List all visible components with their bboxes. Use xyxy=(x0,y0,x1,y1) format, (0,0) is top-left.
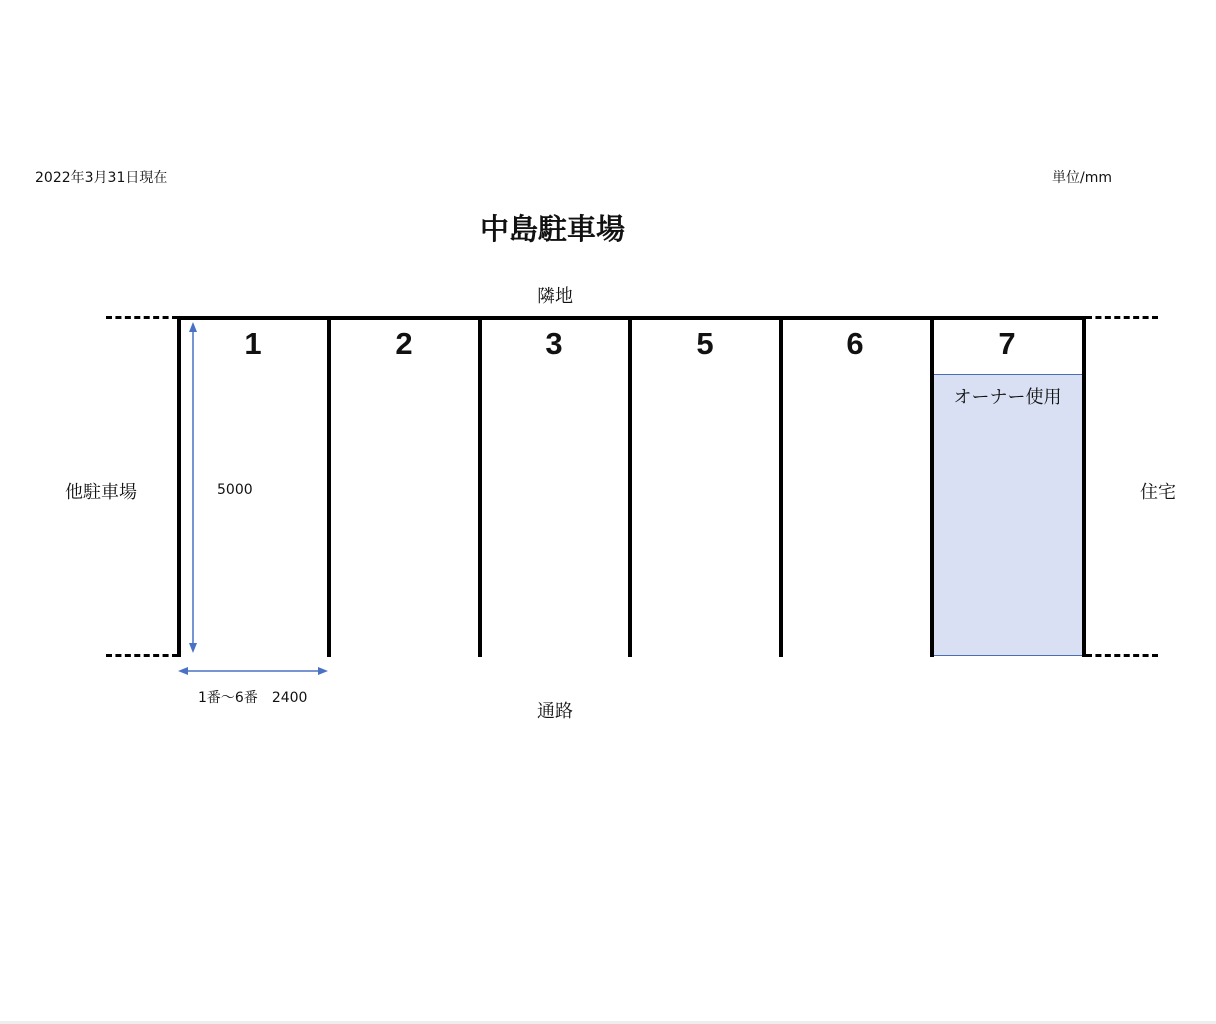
as-of-date: 2022年3月31日現在 xyxy=(35,170,168,186)
owner-use-label: オーナー使用 xyxy=(953,387,1062,408)
page-title: 中島駐車場 xyxy=(480,212,626,246)
space-number-7: 7 xyxy=(998,326,1016,361)
space-number-5: 5 xyxy=(696,326,714,361)
space-number-3: 3 xyxy=(545,326,563,361)
passage-label: 通路 xyxy=(537,701,573,722)
space-number-2: 2 xyxy=(395,326,413,361)
arrow-down-icon xyxy=(189,643,197,653)
other-parking-label: 他駐車場 xyxy=(65,482,137,503)
arrow-left-icon xyxy=(178,667,188,675)
arrow-up-icon xyxy=(189,322,197,332)
width-dimension: 1番〜6番 2400 xyxy=(198,690,308,706)
space-number-6: 6 xyxy=(846,326,864,361)
arrow-right-icon xyxy=(318,667,328,675)
neighbor-land-label: 隣地 xyxy=(537,286,573,307)
space-number-1: 1 xyxy=(244,326,262,361)
unit-label: 単位/mm xyxy=(1052,170,1112,186)
length-dimension: 5000 xyxy=(217,482,253,498)
residence-label: 住宅 xyxy=(1140,482,1176,503)
